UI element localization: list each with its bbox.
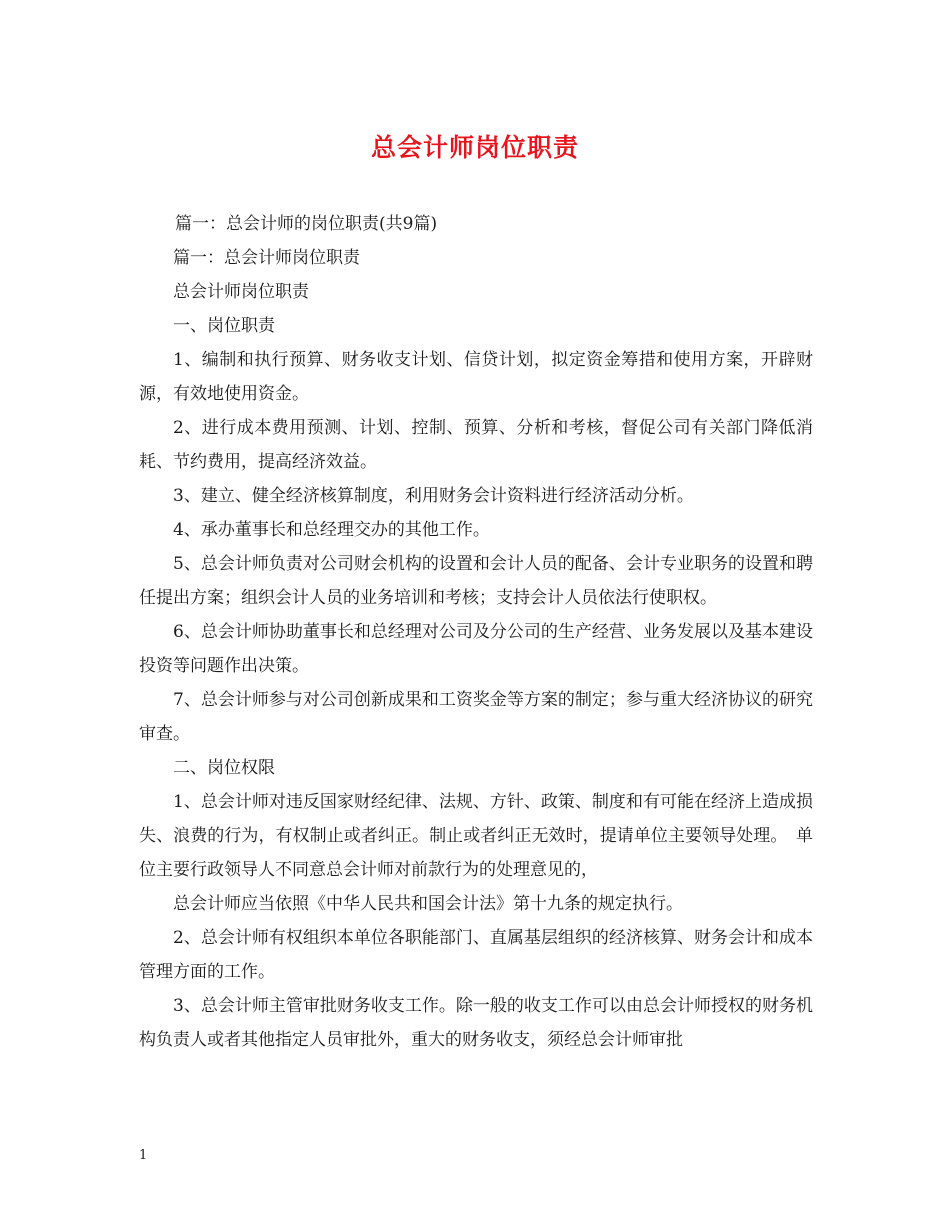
paragraph: 总会计师岗位职责 xyxy=(173,282,309,302)
paragraph: 2、总会计师有权组织本单位各职能部门、直属基层组织的经济核算、财务会计和成本管理方面的工作。 xyxy=(139,928,813,982)
paragraph: 总会计师应当依照《中华人民共和国会计法》第十九条的规定执行。 xyxy=(173,894,683,914)
paragraph: 6、总会计师协助董事长和总经理对公司及分公司的生产经营、业务发展以及基本建设投资等问题作出决策。 xyxy=(139,622,813,676)
paragraph: 2、进行成本费用预测、计划、控制、预算、分析和考核，督促公司有关部门降低消耗、节约费用，提高经济效益。 xyxy=(139,418,813,472)
paragraph: 3、总会计师主管审批财务收支工作。除一般的收支工作可以由总会计师授权的财务机构负责人或者其他指定人员审批外，重大的财务收支，须经总会计师审批 xyxy=(139,996,813,1050)
section-heading: 一、岗位职责 xyxy=(173,316,275,336)
paragraph: 4、承办董事长和总经理交办的其他工作。 xyxy=(173,520,490,540)
paragraph: 篇一：总会计师岗位职责 xyxy=(173,248,360,268)
document-title: 总会计师岗位职责 xyxy=(370,133,579,162)
paragraph: 1、编制和执行预算、财务收支计划、信贷计划，拟定资金筹措和使用方案，开辟财源，有效地使用资金。 xyxy=(139,350,813,404)
paragraph: 5、总会计师负责对公司财会机构的设置和会计人员的配备、会计专业职务的设置和聘任提出方案；组织会计人员的业务培训和考核；支持会计人员依法行使职权。 xyxy=(139,554,813,608)
paragraph: 1、总会计师对违反国家财经纪律、法规、方针、政策、制度和有可能在经济上造成损失、浪费的行为，有权制止或者纠正。制止或者纠正无效时，提请单位主要领导处理。 单位主要行政领导人不同意总会计师对前款行为的处理意见的， xyxy=(139,792,813,880)
paragraph: 3、建立、健全经济核算制度，利用财务会计资料进行经济活动分析。 xyxy=(173,486,694,506)
page-number: 1 xyxy=(139,1148,148,1163)
paragraph: 7、总会计师参与对公司创新成果和工资奖金等方案的制定；参与重大经济协议的研究审查。 xyxy=(139,690,813,744)
document-body xyxy=(139,207,813,1057)
section-heading: 二、岗位权限 xyxy=(173,758,275,778)
paragraph: 篇一：总会计师的岗位职责(共9篇) xyxy=(175,214,438,234)
